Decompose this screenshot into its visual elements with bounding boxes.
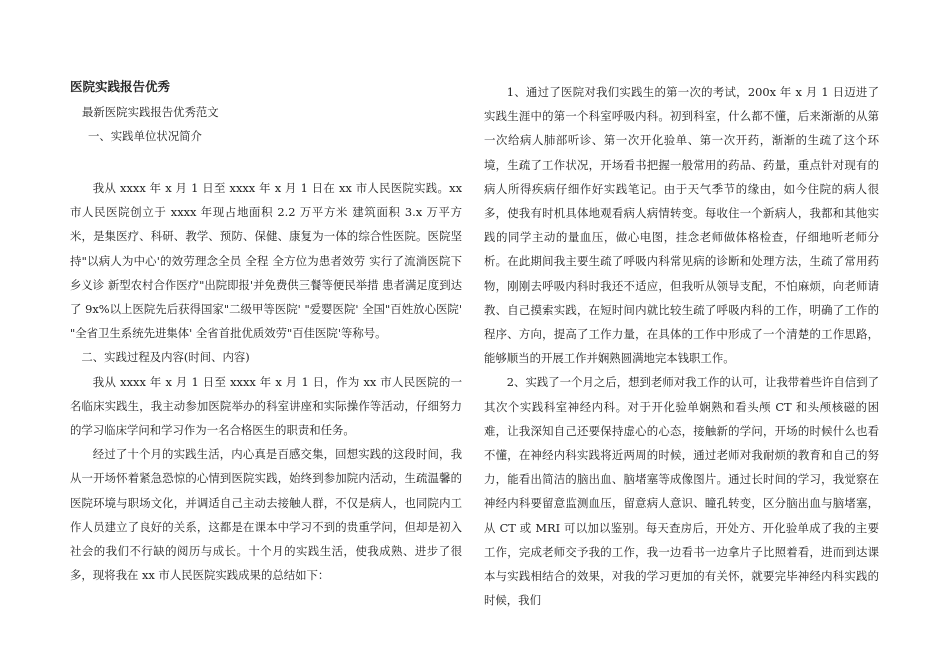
section-heading-2: 二、实践过程及内容(时间、内容) (81, 350, 250, 365)
paragraph-respiratory-dept: 1、通过了医院对我们实践生的第一次的考试，200x 年 x 月 1 日迈进了实践生涯中的第一个科室呼吸内科。初到科室，什么都不懂，后来渐渐的从第一次给病人肺部听诊、第一次开化验单、第一次开药，渐渐的生疏了这个环境，生疏了工作状况，开场看书把握一般常用的药品、药量，重点针对现有的病人所得疾病仔细作好实践笔记。由于天气季节的缘由，如今住院的病人很多，使我有时机具体地观看病人病情转变。每收住一个新病人，我都和其他实践的同学主动的量血压，做心电图，挂念老师做体格检查，仔细地听老师分析。在此期间我主要生疏了呼吸内科常见病的诊断和处理方法，生疏了常用药物，刚刚去呼吸内科时我还不适应，但我听从领导支配，不怕麻烦，向老师请教、自己摸索实践，在短时间内就比较生疏了呼吸内科的工作，明确了工作的程序、方向，提高了工作力量，在具体的工作中形成了一个清楚的工作思路，能够顺当的开展工作并娴熟圆满地完本钱职工作。 (484, 85, 879, 366)
paragraph-neurology-dept: 2、实践了一个月之后，想到老师对我工作的认可，让我带着些许自信到了其次个实践科室神经内科。对于开化验单娴熟和看头颅 CT 和头颅核磁的困难，让我深知自己还要保持虚心的心态，接触新的学问，开场的时候什么也看不懂，在神经内科实践将近两周的时候，通过老师对我耐烦的教育和自己的努力，能看出简洁的脑出血、脑堵塞等成像图片。通过长时间的学习，我觉察在神经内科要留意监测血压，留意病人意识、瞳孔转变，区分脑出血与脑堵塞，从 CT 或 MRI 可以加以鉴别。每天查房后，开处方、开化验单成了我的主要工作，完成老师交予我的工作，我一边看书一边拿片子比照着看，进而到达课本与实践相结合的效果，对我的学习更加的有关怀，就要完毕神经内科实践的时候，我们 (484, 375, 879, 608)
blank-line (70, 148, 462, 176)
paragraph-practice-reflection: 经过了十个月的实践生活，内心真是百感交集，回想实践的这段时间，我从一开场怀着紧急恐惊的心情到医院实践，始终到参加院内活动，生疏温馨的医院环境与职场文化，并调适自己主动去接触人群，不仅是病人，也同院内工作人员建立了良好的关系，这都是在课本中学习不到的贵重学问，但却是初入社会的我们不行缺的阅历与成长。十个月的实践生活，使我成熟、进步了很多，现将我在 xx 市人民医院实践成果的总结如下： (70, 447, 462, 583)
paragraph-unit-intro: 我从 xxxx 年 x 月 1 日至 xxxx 年 x 月 1 日在 xx 市人民医院实践。xx 市人民医院创立于 xxxx 年现占地面积 2.2 万平方米 建筑面积 3.x 万平方米，是集医疗、科研、教学、预防、保健、康复为一体的综合性医院。医院坚持"以病人为中心'的效劳理念全员 全程 全方位为患者效劳 实行了流淌医院下乡义诊 新型农村合作医疗"出院即报'并免费供三餐等便民举措 患者满足度到达了 9x%以上医院先后获得国家"二级甲等医院' "爱婴医院' 全国"百姓放心医院' "全省卫生系统先进集体' 全省首批优质效劳"百佳医院'等称号。 (70, 181, 462, 341)
section-heading-1: 一、实践单位状况简介 (88, 129, 202, 143)
right-column (484, 80, 879, 612)
left-column (70, 80, 462, 587)
paragraph-practice-process: 我从 xxxx 年 x 月 1 日至 xxxx 年 x 月 1 日，作为 xx 市人民医院的一名临床实践生，我主动参加医院举办的科室讲座和实际操作等活动，仔细努力的学习临床学问和学习作为一名合格医生的职责和任务。 (70, 374, 462, 438)
document-subtitle: 最新医院实践报告优秀范文 (82, 105, 219, 119)
document-title: 医院实践报告优秀 (70, 80, 171, 94)
